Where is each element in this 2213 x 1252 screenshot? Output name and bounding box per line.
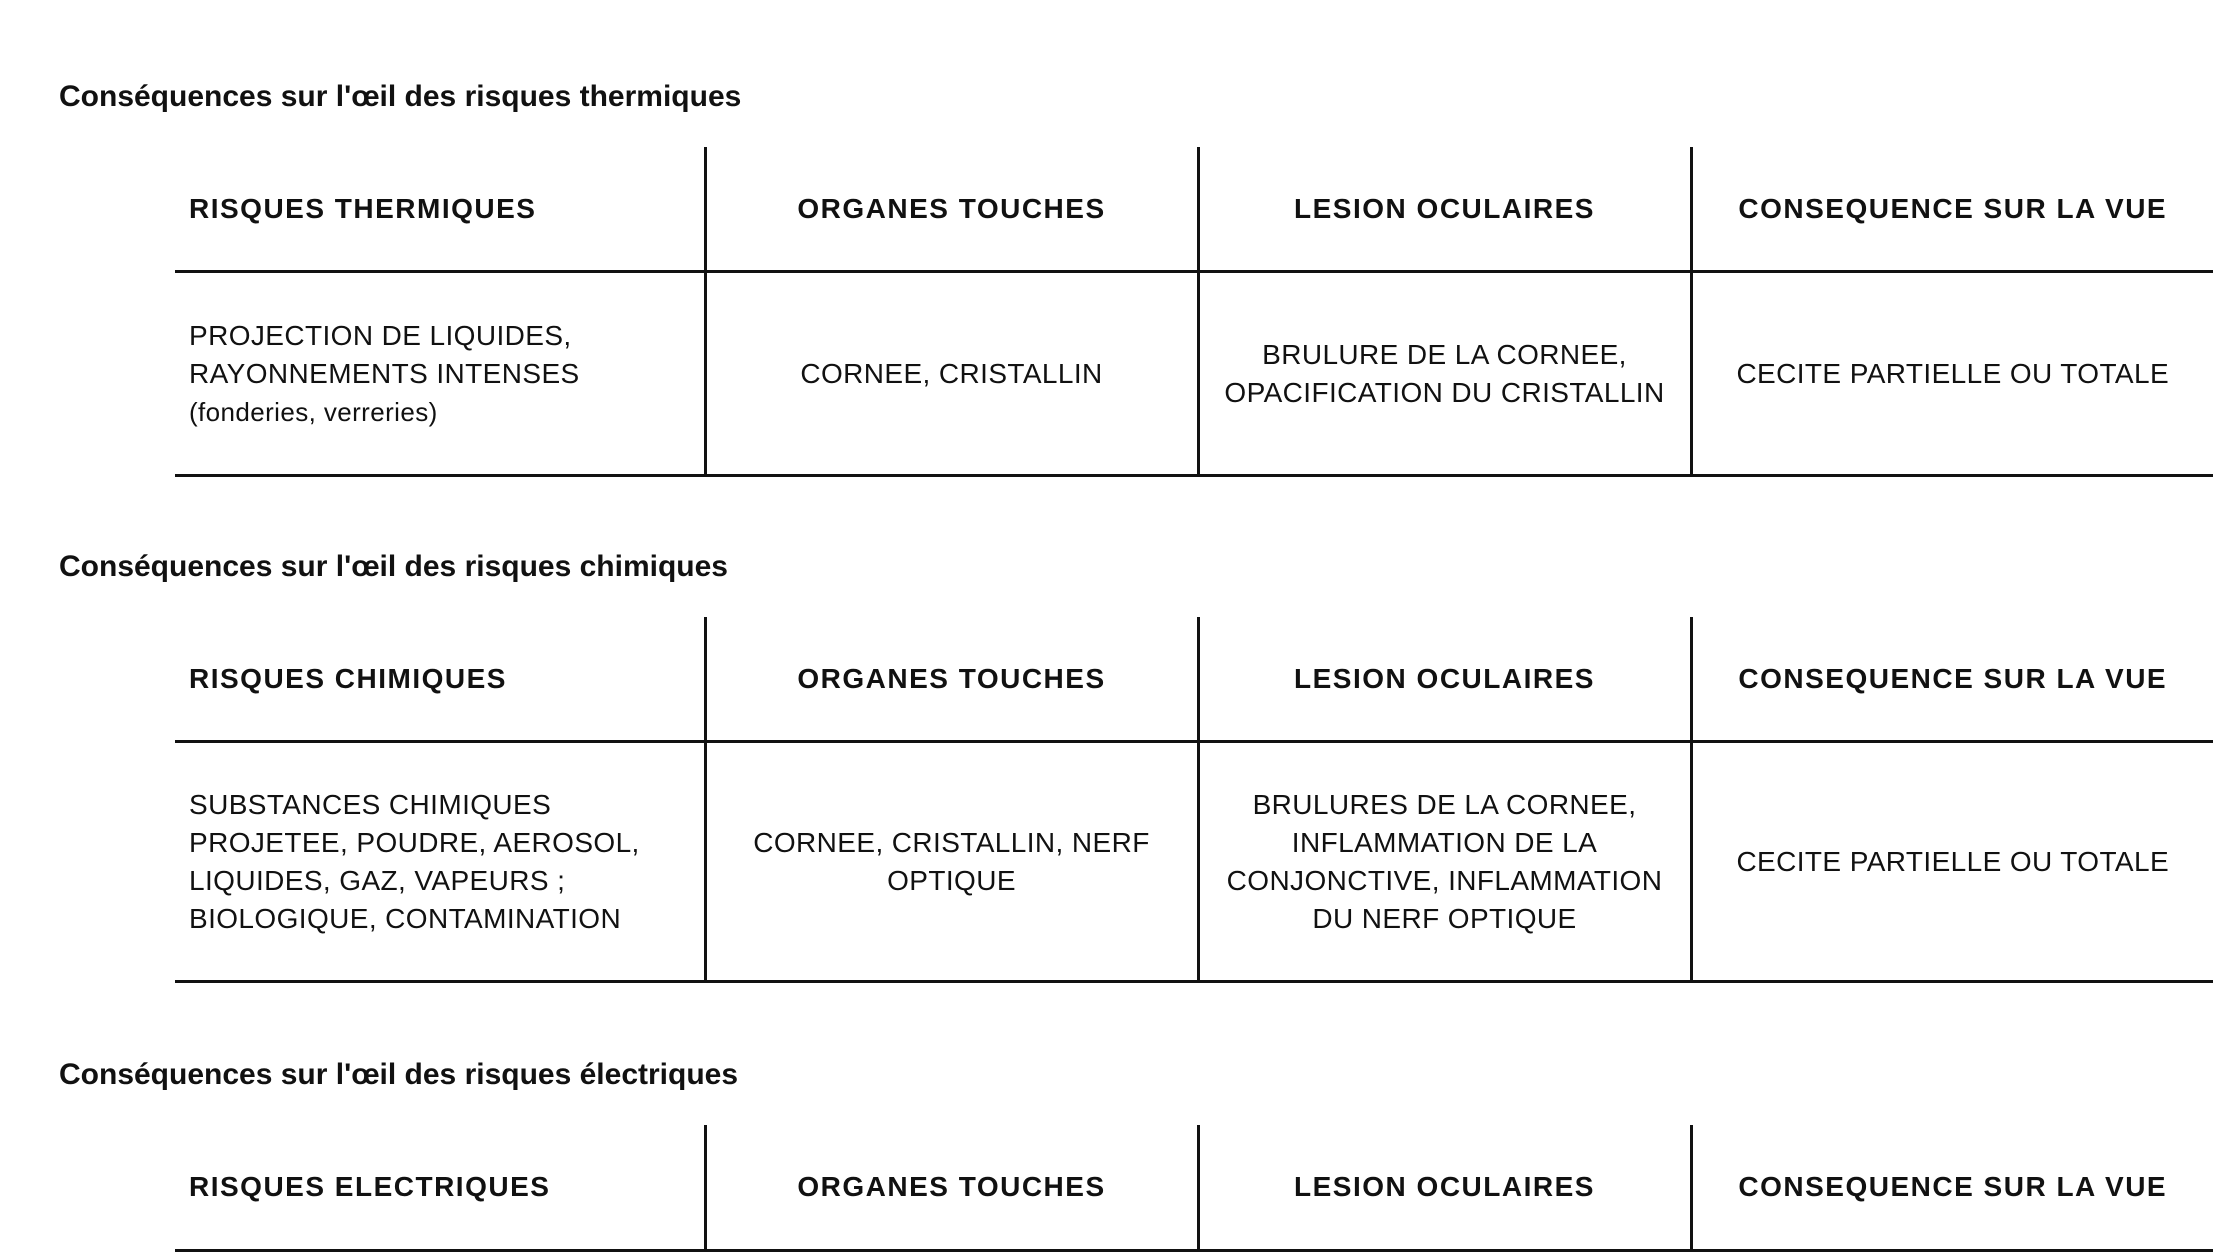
cell-line: CONJONCTIVE, INFLAMMATION — [1226, 864, 1663, 896]
header-organs: ORGANES TOUCHES — [705, 1125, 1198, 1251]
cell-line: PROJECTION DE LIQUIDES, — [189, 319, 572, 351]
header-lesion: LESION OCULAIRES — [1198, 147, 1691, 272]
cell-line: SUBSTANCES CHIMIQUES — [189, 788, 552, 820]
cell-line: LIQUIDES, GAZ, VAPEURS ; — [189, 864, 566, 896]
cell-consequence — [1691, 272, 2213, 476]
cell-risk — [175, 742, 705, 982]
header-organs: ORGANES TOUCHES — [705, 147, 1198, 272]
cell-line: BRULURE DE LA CORNEE, — [1262, 338, 1627, 370]
cell-line: CECITE PARTIELLE OU TOTALE — [1736, 845, 2170, 877]
header-lesion: LESION OCULAIRES — [1198, 1125, 1691, 1251]
cell-line: CORNEE, CRISTALLIN, NERF — [753, 826, 1150, 858]
cell-line: DU NERF OPTIQUE — [1312, 902, 1577, 934]
cell-organs — [705, 272, 1198, 476]
cell-line: BIOLOGIQUE, CONTAMINATION — [189, 902, 622, 934]
cell-risk — [175, 272, 705, 476]
cell-line: OPTIQUE — [887, 864, 1016, 896]
cell-consequence — [1691, 742, 2213, 982]
header-consequence: CONSEQUENCE SUR LA VUE — [1691, 147, 2213, 272]
table-thermal-risks — [175, 147, 2213, 477]
cell-lesion — [1198, 742, 1691, 982]
header-consequence: CONSEQUENCE SUR LA VUE — [1691, 1125, 2213, 1251]
cell-line: INFLAMMATION DE LA — [1291, 826, 1598, 858]
section-title-electric: Conséquences sur l'œil des risques électriques — [59, 1058, 739, 1091]
cell-line: PROJETEE, POUDRE, AEROSOL, — [189, 826, 640, 858]
cell-organs — [705, 742, 1198, 982]
header-risk: RISQUES CHIMIQUES — [175, 617, 705, 742]
section-title-thermal: Conséquences sur l'œil des risques thermiques — [59, 80, 742, 113]
section-title-chemical: Conséquences sur l'œil des risques chimiques — [59, 550, 728, 583]
table-header-row — [175, 1125, 2213, 1251]
cell-line: RAYONNEMENTS INTENSES — [189, 357, 580, 389]
header-risk: RISQUES THERMIQUES — [175, 147, 705, 272]
header-risk: RISQUES ELECTRIQUES — [175, 1125, 705, 1251]
cell-line: CECITE PARTIELLE OU TOTALE — [1736, 357, 2170, 389]
table-chemical-risks — [175, 617, 2213, 983]
table-header-row — [175, 147, 2213, 272]
table-header-row — [175, 617, 2213, 742]
cell-note: (fonderies, verreries) — [189, 396, 438, 427]
cell-line: OPACIFICATION DU CRISTALLIN — [1224, 376, 1665, 408]
table-electric-risks — [175, 1125, 2213, 1252]
header-consequence: CONSEQUENCE SUR LA VUE — [1691, 617, 2213, 742]
header-lesion: LESION OCULAIRES — [1198, 617, 1691, 742]
header-organs: ORGANES TOUCHES — [705, 617, 1198, 742]
cell-line: BRULURES DE LA CORNEE, — [1252, 788, 1637, 820]
table-row — [175, 272, 2213, 476]
table-row — [175, 742, 2213, 982]
cell-line: CORNEE, CRISTALLIN — [800, 357, 1103, 389]
cell-lesion — [1198, 272, 1691, 476]
